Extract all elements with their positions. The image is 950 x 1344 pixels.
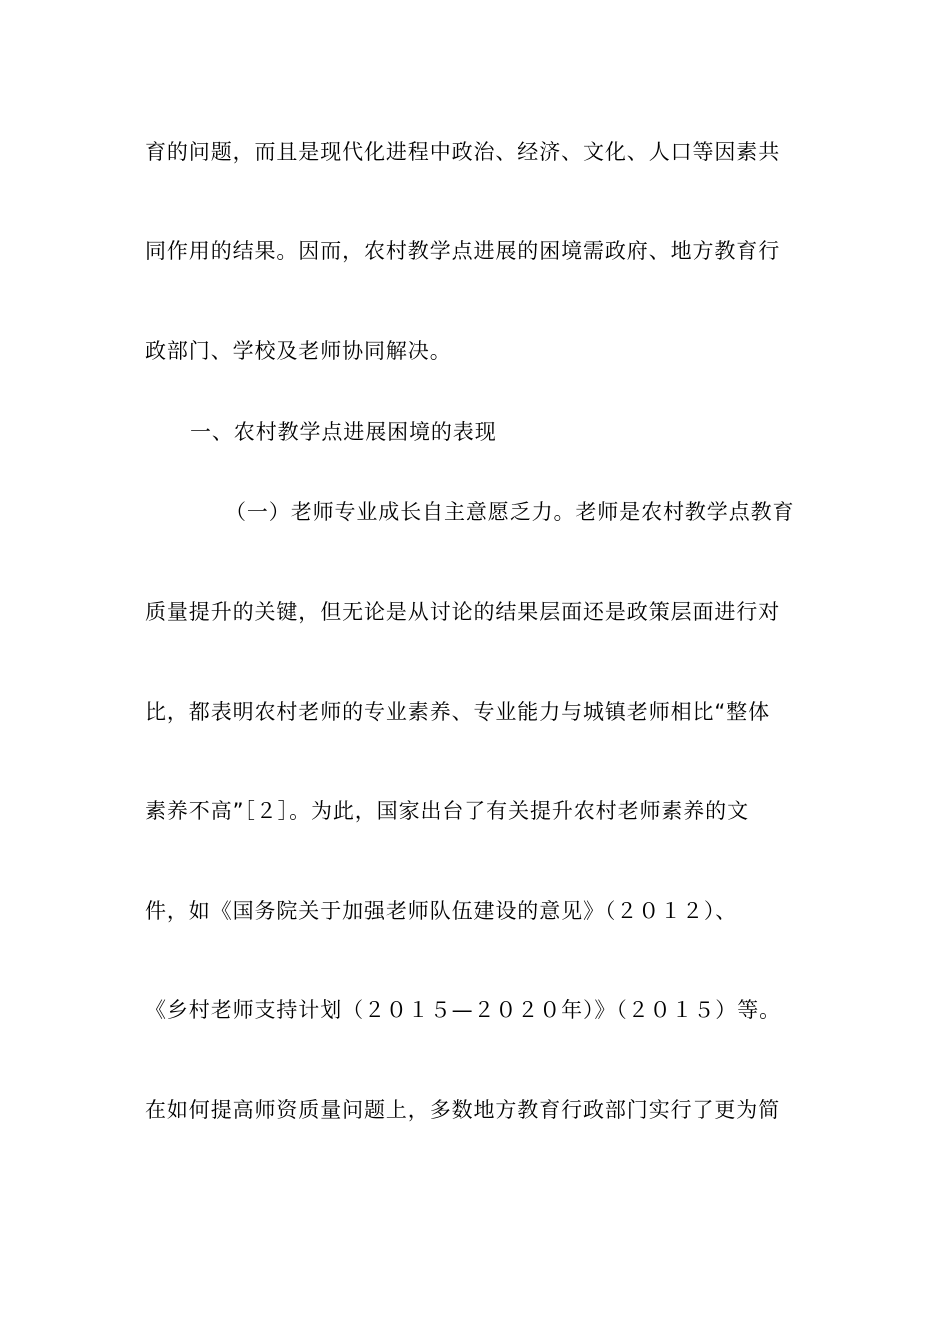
subsection-heading-line: （一）老师专业成长自主意愿乏力。老师是农村教学点教育 [225, 500, 795, 524]
paragraph-line: 在如何提高师资质量问题上，多数地方教育行政部门实行了更为简 [145, 1098, 781, 1122]
paragraph-line: 育的问题，而且是现代化进程中政治、经济、文化、人口等因素共 [145, 140, 781, 164]
paragraph-line: 比，都表明农村老师的专业素养、专业能力与城镇老师相比“整体 [145, 700, 770, 724]
paragraph-line: 同作用的结果。因而，农村教学点进展的困境需政府、地方教育行 [145, 239, 781, 263]
paragraph-line: 政部门、学校及老师协同解决。 [145, 339, 452, 363]
paragraph-line: 质量提升的关键，但无论是从讨论的结果层面还是政策层面进行对 [145, 600, 781, 624]
paragraph-line: 件，如《国务院关于加强老师队伍建设的意见》（２０１２）、 [145, 899, 738, 923]
section-heading: 一、农村教学点进展困境的表现 [190, 420, 497, 444]
paragraph-line: 《乡村老师支持计划（２０１５—２０２０年）》（２０１５）等。 [145, 998, 781, 1022]
paragraph-line: 素养不高”［２］。为此，国家出台了有关提升农村老师素养的文 [145, 799, 749, 823]
